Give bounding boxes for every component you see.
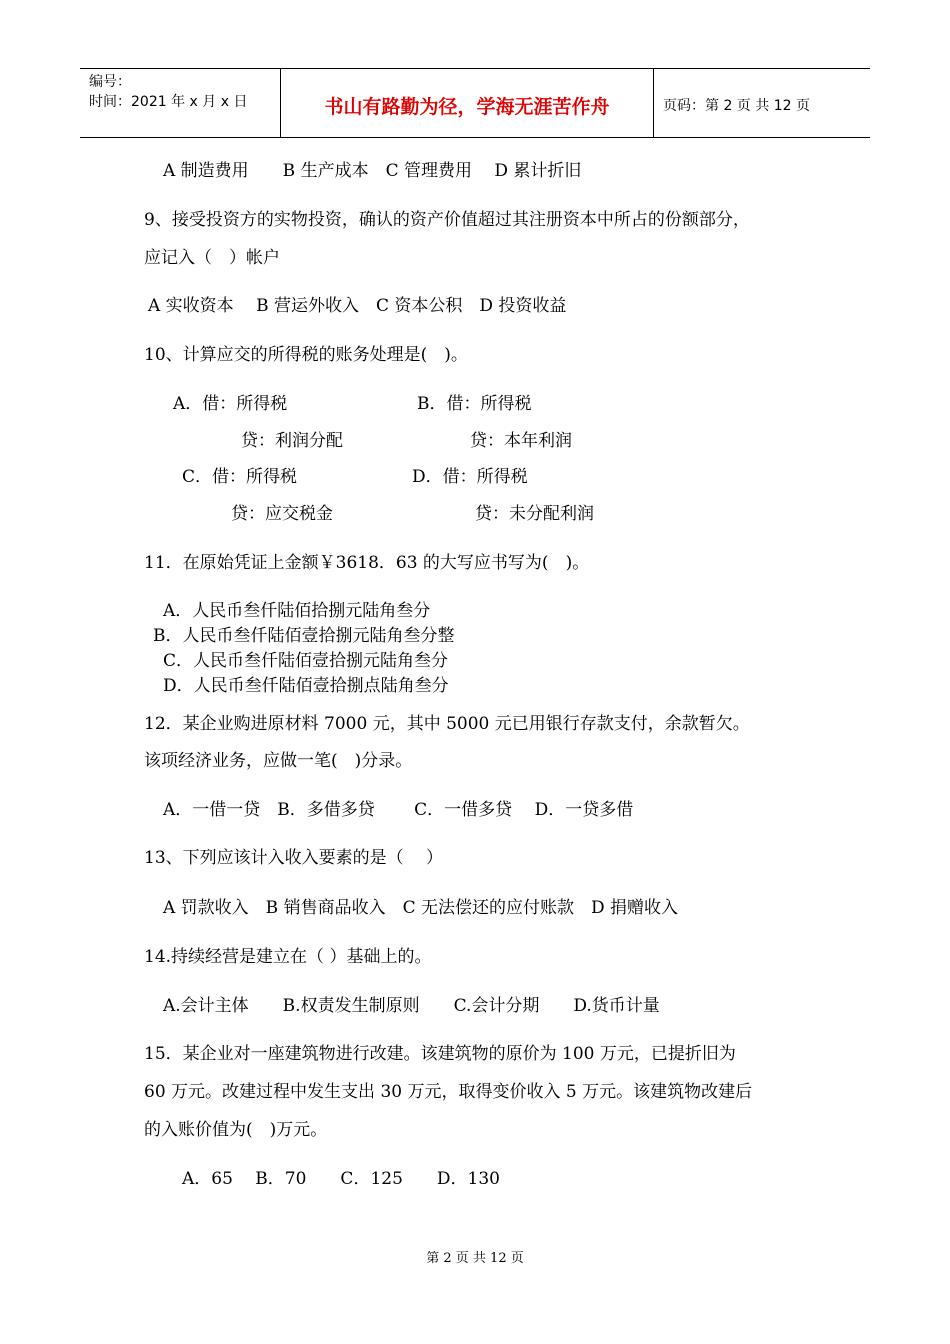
q9-text: 9、接受投资方的实物投资，确认的资产价值超过其注册资本中所占的份额部分， bbox=[144, 210, 750, 230]
header-page-info: 页码：第 2 页 共 12 页 bbox=[663, 98, 810, 114]
q10-text: 10、计算应交的所得税的账务处理是( )。 bbox=[144, 345, 468, 365]
q14-options: A.会计主体 B.权责发生制原则 C.会计分期 D.货币计量 bbox=[163, 996, 660, 1016]
q12-options: A．一借一贷 B．多借多贷 C．一借多贷 D．一贷多借 bbox=[163, 800, 634, 820]
q10-option-b-credit: 贷：本年利润 bbox=[470, 431, 572, 451]
q11-option-a: A．人民币叁仟陆佰拾捌元陆角叁分 bbox=[163, 601, 431, 621]
header-motto: 书山有路勤为径，学海无涯苦作舟 bbox=[281, 69, 654, 137]
q11-option-c: C．人民币叁仟陆佰壹拾捌元陆角叁分 bbox=[163, 651, 449, 671]
q10-option-b-debit: B．借：所得税 bbox=[417, 394, 532, 414]
q10-option-c-credit: 贷：应交税金 bbox=[231, 504, 333, 524]
q15-options: A．65 B．70 C．125 D．130 bbox=[182, 1169, 500, 1189]
q13-options: A 罚款收入 B 销售商品收入 C 无法偿还的应付账款 D 捐赠收入 bbox=[163, 898, 679, 918]
page-header bbox=[80, 68, 870, 138]
q13-text: 13、下列应该计入收入要素的是（ ） bbox=[144, 848, 444, 868]
q10-option-c-debit: C．借：所得税 bbox=[182, 467, 298, 487]
number-label: 编号： bbox=[89, 74, 131, 90]
q10-option-a-credit: 贷：利润分配 bbox=[241, 431, 343, 451]
header-meta bbox=[80, 69, 281, 137]
q11-text: 11．在原始凭证上金额￥3618．63 的大写应书写为( )。 bbox=[144, 553, 590, 573]
page-footer: 第 2 页 共 12 页 bbox=[426, 1251, 524, 1266]
q12-text-cont: 该项经济业务，应做一笔( )分录。 bbox=[144, 751, 413, 771]
q15-text-cont1: 60 万元。改建过程中发生支出 30 万元，取得变价收入 5 万元。该建筑物改建后 bbox=[144, 1082, 753, 1102]
q10-option-d-debit: D．借：所得税 bbox=[412, 467, 528, 487]
q10-option-a-debit: A．借：所得税 bbox=[173, 394, 288, 414]
q11-option-d: D．人民币叁仟陆佰壹拾捌点陆角叁分 bbox=[163, 676, 449, 696]
q15-text: 15．某企业对一座建筑物进行改建。该建筑物的原价为 100 万元，已提折旧为 bbox=[144, 1044, 736, 1064]
q12-text: 12．某企业购进原材料 7000 元，其中 5000 元已用银行存款支付，余款暂欠。 bbox=[144, 714, 750, 734]
q10-option-d-credit: 贷：未分配利润 bbox=[475, 504, 594, 524]
q11-option-b: B．人民币叁仟陆佰壹拾捌元陆角叁分整 bbox=[153, 626, 455, 646]
q8-options: A 制造费用 B 生产成本 C 管理费用 D 累计折旧 bbox=[163, 161, 582, 181]
time-label: 时间：2021 年 x 月 x 日 bbox=[89, 94, 248, 110]
q9-options: A 实收资本 B 营运外收入 C 资本公积 D 投资收益 bbox=[148, 296, 567, 316]
q15-text-cont2: 的入账价值为( )万元。 bbox=[144, 1120, 328, 1140]
q9-text-cont: 应记入（ ）帐户 bbox=[144, 248, 280, 268]
q14-text: 14.持续经营是建立在（ ）基础上的。 bbox=[144, 947, 432, 967]
